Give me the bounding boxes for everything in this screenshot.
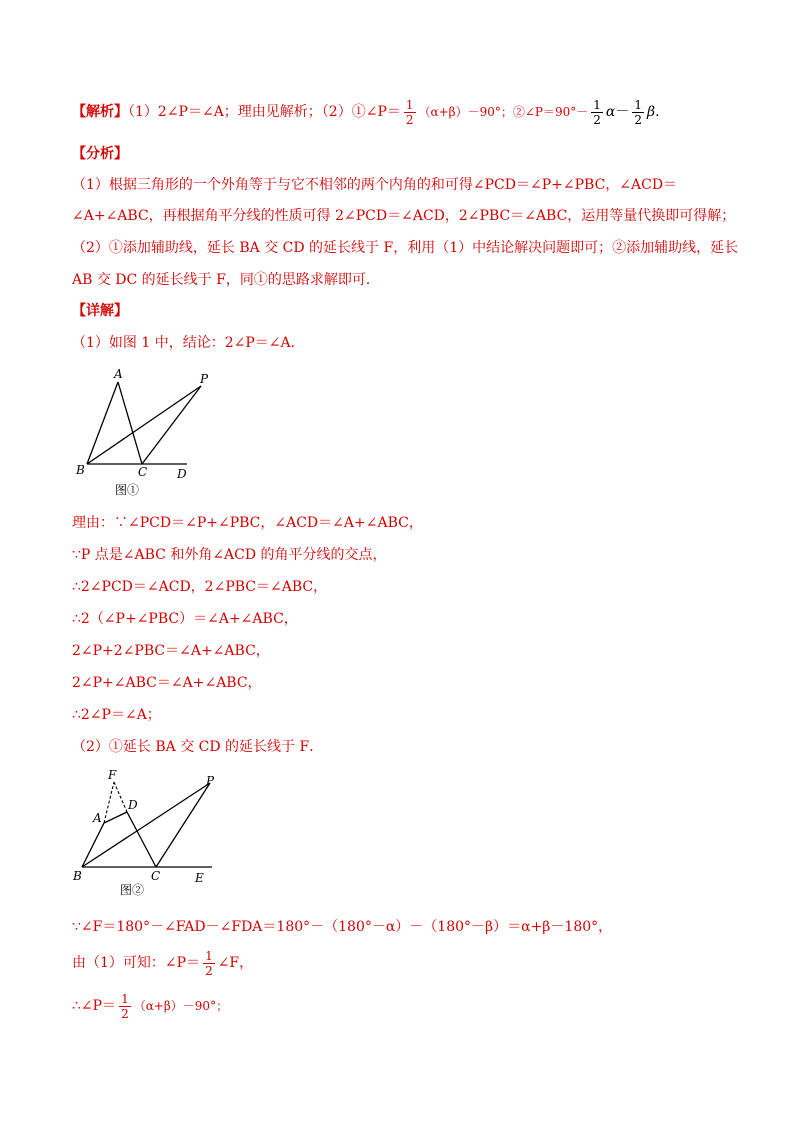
label-C: C (151, 869, 161, 883)
figure-1 (70, 362, 230, 502)
fraction-denominator: 2 (593, 112, 601, 127)
analysis-line-1: （1）根据三角形的一个外角等于与它不相邻的两个内角的和可得∠PCD＝∠P+∠PBC，∠ACD＝ (72, 177, 678, 193)
dashed-FD (114, 782, 127, 812)
answer-alpha: α (605, 104, 616, 120)
analysis-tag: 【分析】 (72, 146, 128, 162)
answer-minus: － (615, 104, 630, 120)
answer-tag: 【解析】 (72, 104, 128, 120)
line-BA (87, 382, 118, 464)
reason-line-1: 理由：∵∠PCD＝∠P+∠PBC，∠ACD＝∠A+∠ABC， (72, 515, 423, 531)
answer-fraction-1 (404, 98, 416, 127)
answer-mid1: （α+β）－90°；②∠P＝90°－ (418, 105, 589, 119)
label-F: F (108, 768, 117, 782)
solution-fraction-2 (119, 992, 131, 1021)
solution-line-2 (72, 946, 253, 980)
solution-line-2-a: 由（1）可知：∠P＝ (72, 955, 201, 971)
fraction-denominator: 2 (405, 112, 414, 127)
label-C: C (138, 465, 148, 479)
answer-beta: β (647, 104, 656, 120)
solution-line-3 (72, 989, 228, 1023)
detail-tag: 【详解】 (72, 303, 128, 319)
reason-line-3: ∴2∠PCD＝∠ACD，2∠PBC＝∠ABC， (72, 579, 328, 595)
detail-line-1: （1）如图 1 中，结论：2∠P＝∠A． (72, 335, 305, 351)
label-E: E (195, 871, 204, 885)
fraction-numerator: 1 (593, 97, 601, 112)
reason-line-6: 2∠P+∠ABC＝∠A+∠ABC， (72, 675, 262, 691)
label-P: P (206, 774, 215, 788)
solution-line-2-b: ∠F， (217, 955, 254, 971)
line-CP (156, 783, 210, 867)
solution-line-3-b: （α+β）－90°； (133, 999, 229, 1013)
line-CP (142, 386, 201, 464)
analysis-line-2: ∠A+∠ABC，再根据角平分线的性质可得 2∠PCD＝∠ACD，2∠PBC＝∠ABC，运用等量代换即可得解； (72, 208, 736, 224)
reason-line-5: 2∠P+2∠PBC＝∠A+∠ABC， (72, 643, 270, 659)
fraction-numerator: 1 (205, 948, 213, 963)
label-A: A (114, 367, 123, 381)
label-D: D (177, 467, 187, 481)
line-AC (118, 382, 142, 464)
solution-fraction-1 (203, 949, 215, 978)
label-A: A (93, 811, 102, 825)
label-P: P (200, 372, 209, 386)
figure-2 (70, 766, 230, 898)
reason-line-2: ∵P 点是∠ABC 和外角∠ACD 的角平分线的交点， (72, 547, 387, 563)
figure-2-caption: 图② (120, 883, 145, 897)
line-BP (82, 783, 210, 867)
fraction-denominator: 2 (205, 963, 213, 978)
fraction-numerator: 1 (634, 97, 643, 112)
dashed-AF (104, 782, 114, 823)
line-AD (104, 812, 127, 823)
label-D: D (128, 798, 138, 812)
answer-line (72, 96, 660, 128)
answer-part1: （1）2∠P＝∠A；理由见解析；（2）①∠P＝ (128, 104, 401, 120)
solution-line-3-a: ∴∠P＝ (72, 998, 117, 1014)
reason-line-4: ∴2（∠P+∠PBC）＝∠A+∠ABC， (72, 611, 298, 627)
label-B: B (76, 463, 85, 477)
solution-line-1: ∵∠F＝180°－∠FAD－∠FDA＝180°－（180°－α）－（180°－β）＝α+β－180°， (72, 919, 613, 935)
fraction-numerator: 1 (121, 991, 129, 1006)
analysis-line-4: AB 交 DC 的延长线于 F，同①的思路求解即可． (72, 272, 380, 288)
analysis-line-3: （2）①添加辅助线，延长 BA 交 CD 的延长线于 F，利用（1）中结论解决问题即可；②添加辅助线，延长 (72, 240, 739, 256)
reason-line-7: ∴2∠P＝∠A； (72, 707, 161, 723)
fraction-denominator: 2 (634, 112, 643, 127)
part2-line: （2）①延长 BA 交 CD 的延长线于 F． (72, 739, 324, 755)
line-DC (127, 812, 156, 867)
fraction-denominator: 2 (121, 1006, 129, 1021)
label-B: B (73, 869, 82, 883)
answer-fraction-3 (632, 98, 644, 127)
line-BP (87, 386, 201, 464)
answer-end: . (655, 104, 660, 120)
figure-1-caption: 图① (115, 483, 140, 497)
fraction-numerator: 1 (405, 97, 414, 112)
answer-fraction-2 (591, 98, 603, 127)
